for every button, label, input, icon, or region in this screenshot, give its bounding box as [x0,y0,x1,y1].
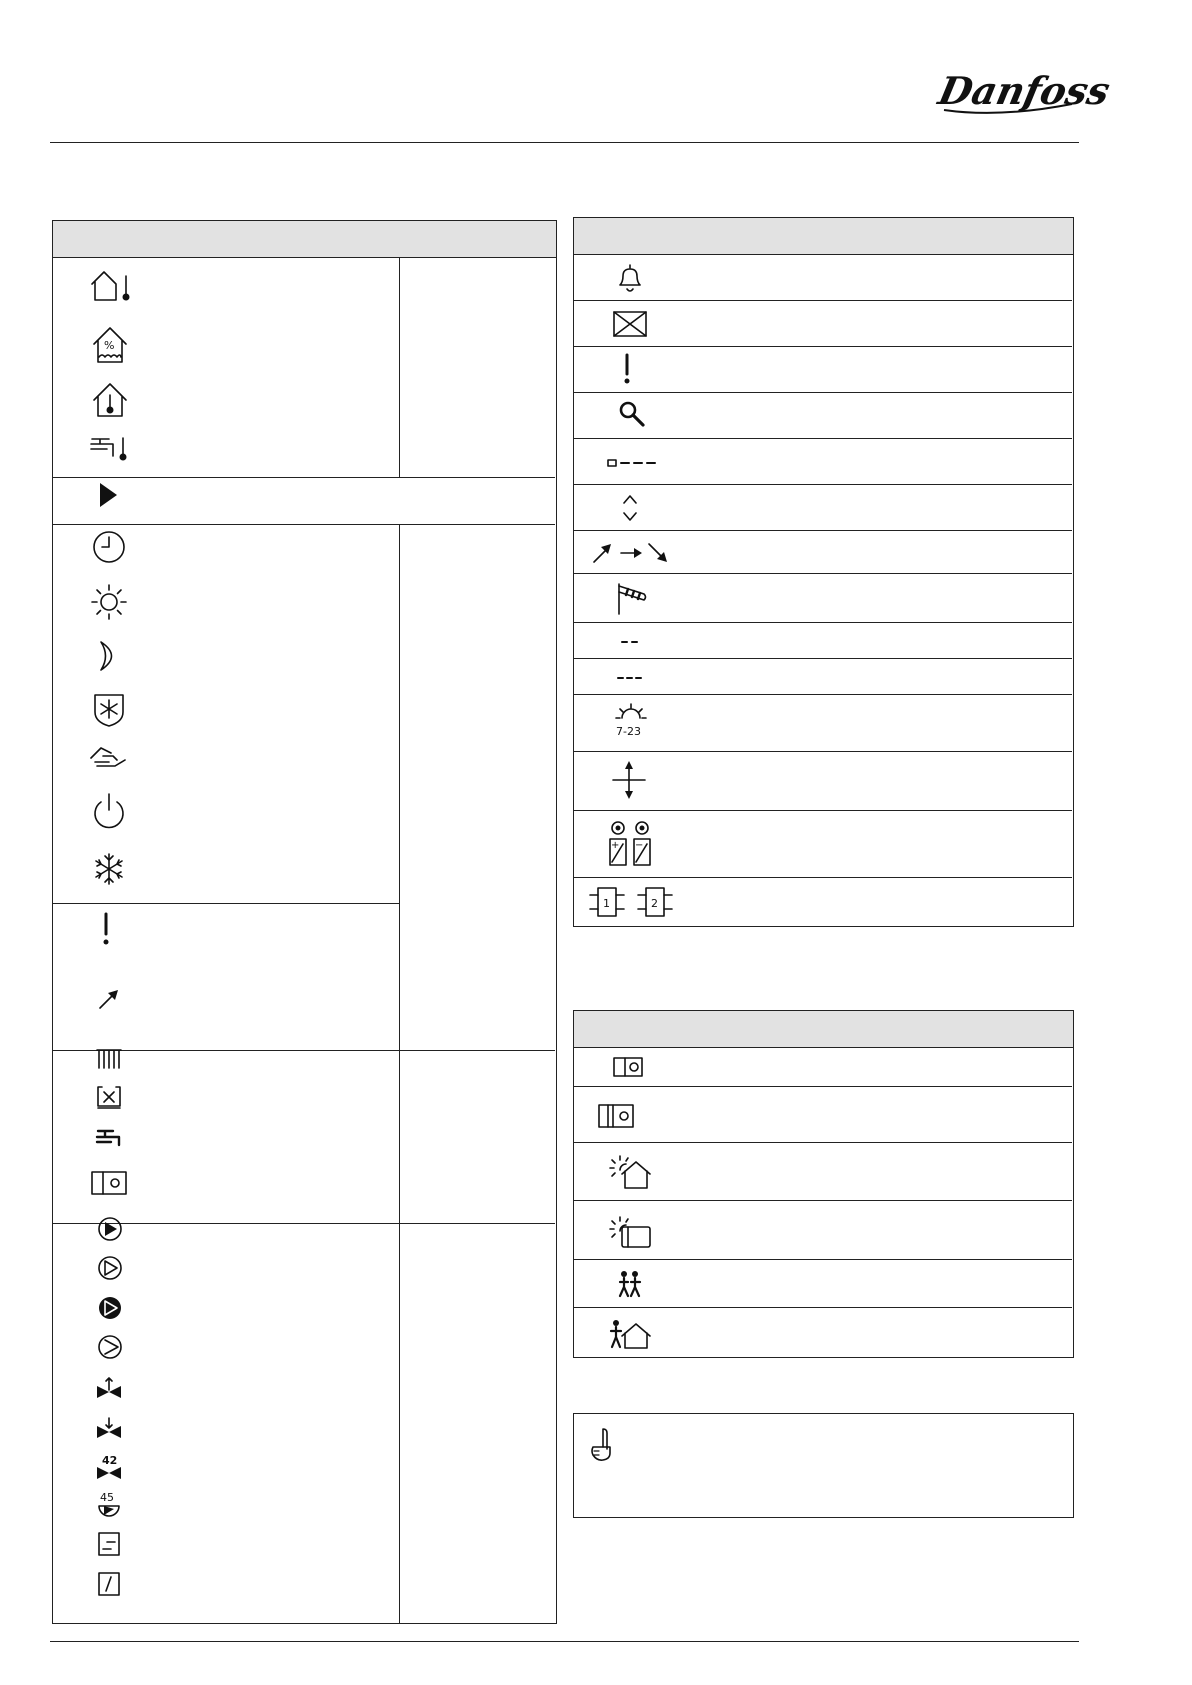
row-divider [574,622,1072,623]
table-header [574,218,1073,255]
standby-power-icon [91,792,127,832]
svg-text:45: 45 [100,1491,114,1504]
snowflake-icon [92,852,126,886]
row-divider [574,438,1072,439]
footer-rule [50,1641,1079,1642]
row-divider [574,346,1072,347]
pump-45-icon [96,1490,122,1520]
vertical-arrows-icon [611,760,647,800]
svg-text:%: % [104,339,115,352]
unit-icon [612,1056,644,1078]
room-thermometer-icon [92,382,128,418]
row-divider [574,573,1072,574]
row-divider [574,877,1072,878]
relay-closed-icon [97,1571,121,1597]
header-rule [50,142,1079,143]
trend-arrows-icon [591,540,671,566]
sun-unit-icon [608,1215,652,1249]
people-walking-icon [616,1270,644,1298]
pump-outline-icon [97,1334,123,1360]
house-humidity-icon [92,326,128,364]
svg-text:1: 1 [603,897,610,910]
clock-icon [92,530,126,564]
row-divider [574,392,1072,393]
note-box [573,1413,1074,1518]
svg-text:+: + [611,840,620,851]
pump-on-icon [97,1216,123,1242]
row-divider [574,1200,1072,1201]
frost-shield-icon [92,692,126,728]
row-divider [574,1259,1072,1260]
exclamation-icon [101,912,111,946]
column-divider [399,524,400,1623]
tap-thermometer-icon [89,436,129,462]
valve-open-icon [95,1376,123,1398]
row-divider [574,1086,1072,1087]
row-divider [53,1050,555,1051]
row-divider [574,1142,1072,1143]
sensor-dash-icon [606,456,658,470]
table-header [574,1011,1073,1048]
valve-42-icon [95,1454,123,1480]
module-1-2-icon [588,885,674,919]
pump-filled-icon [97,1295,123,1321]
magnifier-icon [618,400,646,428]
svg-text:7-23: 7-23 [616,725,641,738]
row-divider [574,1307,1072,1308]
hand-icon [89,744,127,770]
floor-heating-icon [95,1084,123,1110]
tap-icon [95,1128,123,1148]
svg-text:42: 42 [102,1454,118,1467]
sun-icon [91,584,127,620]
svg-text:2: 2 [651,897,658,910]
double-dash-icon [620,636,640,648]
house-thermometer-icon [88,268,134,304]
moon-icon [98,640,120,672]
triple-dash-icon [616,672,644,684]
row-divider [53,477,555,478]
row-divider [53,524,555,525]
bell-icon [614,263,646,295]
column-divider [399,257,400,477]
exclamation-icon [622,353,632,385]
left-symbol-table [52,220,557,1624]
arrow-up-right-icon [98,988,120,1010]
radiator-icon [95,1046,123,1070]
row-divider [574,694,1072,695]
wind-sock-icon [614,580,654,616]
row-divider [574,484,1072,485]
battery-polarity-icon [607,820,653,868]
row-divider [53,1223,555,1224]
row-divider [574,658,1072,659]
table-header [53,221,556,258]
ventilation-unit-icon [90,1170,128,1196]
logo-text: Danfoss [934,69,1114,114]
pointing-hand-icon [588,1427,616,1463]
sun-interval-icon [612,702,652,738]
row-divider [53,903,399,904]
person-house-icon [608,1318,652,1350]
unit-wide-icon [597,1103,635,1129]
play-arrow-icon [99,482,119,508]
svg-text:−: − [635,840,644,851]
valve-close-icon [95,1416,123,1438]
envelope-icon [612,310,648,338]
pump-off-icon [97,1255,123,1281]
row-divider [574,300,1072,301]
relay-open-icon [97,1531,121,1557]
row-divider [574,751,1072,752]
danfoss-logo [934,60,1114,124]
up-down-chevrons-icon [622,493,638,523]
row-divider [574,810,1072,811]
sun-house-icon [608,1154,652,1190]
row-divider [574,530,1072,531]
